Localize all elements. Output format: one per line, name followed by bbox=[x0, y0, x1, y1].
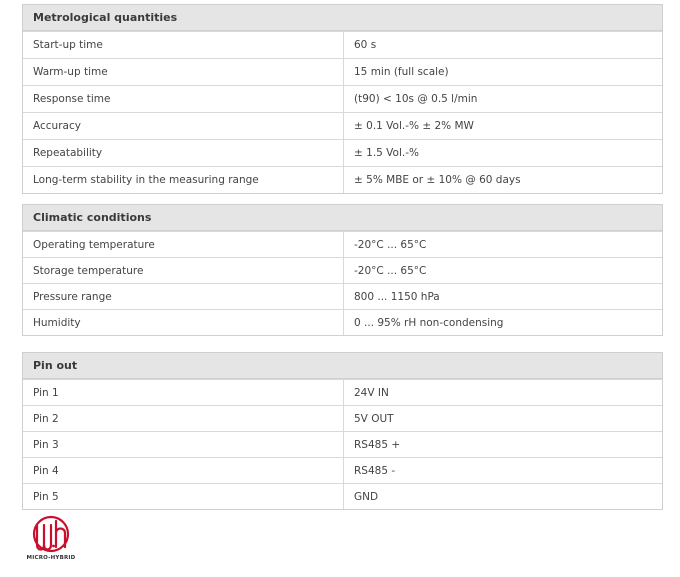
row-value: 800 ... 1150 hPa bbox=[354, 290, 440, 303]
row-label: Accuracy bbox=[23, 113, 344, 139]
section-title: Metrological quantities bbox=[23, 5, 662, 31]
table-row bbox=[23, 483, 662, 509]
row-value: -20°C ... 65°C bbox=[354, 238, 427, 251]
table-row bbox=[23, 31, 662, 58]
pin-out-table bbox=[22, 352, 663, 510]
logo-text: MICRO-HYBRID bbox=[26, 555, 76, 561]
table-row bbox=[23, 431, 662, 457]
row-value: 60 s bbox=[354, 39, 377, 51]
table-row bbox=[23, 379, 662, 405]
row-label: Long-term stability in the measuring range bbox=[23, 167, 344, 193]
row-label: Warm-up time bbox=[23, 59, 344, 85]
climatic-conditions-table bbox=[22, 204, 663, 336]
row-value: RS485 - bbox=[354, 464, 396, 477]
row-value: 0 ... 95% rH non-condensing bbox=[354, 316, 504, 329]
row-value: ± 1.5 Vol.-% bbox=[354, 147, 419, 159]
row-label: Humidity bbox=[23, 310, 344, 335]
row-value: GND bbox=[354, 490, 379, 503]
row-label: Pin 1 bbox=[23, 380, 344, 405]
table-row bbox=[23, 231, 662, 257]
row-value: (t90) < 10s @ 0.5 l/min bbox=[354, 93, 478, 105]
row-label: Pin 4 bbox=[23, 458, 344, 483]
row-value: -20°C ... 65°C bbox=[354, 264, 427, 277]
table-row bbox=[23, 112, 662, 139]
metrological-quantities-table bbox=[22, 4, 663, 194]
table-row bbox=[23, 58, 662, 85]
table-row bbox=[23, 85, 662, 112]
section-title: Climatic conditions bbox=[23, 205, 662, 231]
row-value: 15 min (full scale) bbox=[354, 66, 449, 78]
row-value: RS485 + bbox=[354, 438, 401, 451]
row-label: Pressure range bbox=[23, 284, 344, 309]
row-label: Operating temperature bbox=[23, 232, 344, 257]
table-row bbox=[23, 457, 662, 483]
row-value: 5V OUT bbox=[354, 412, 394, 425]
row-value: ± 0.1 Vol.-% ± 2% MW bbox=[354, 120, 474, 132]
row-label: Pin 3 bbox=[23, 432, 344, 457]
row-label: Pin 5 bbox=[23, 484, 344, 509]
row-label: Response time bbox=[23, 86, 344, 112]
table-row bbox=[23, 283, 662, 309]
row-label: Repeatability bbox=[23, 140, 344, 166]
table-row bbox=[23, 309, 662, 335]
row-value: ± 5% MBE or ± 10% @ 60 days bbox=[354, 174, 521, 186]
table-row bbox=[23, 139, 662, 166]
section-title: Pin out bbox=[23, 353, 662, 379]
row-value: 24V IN bbox=[354, 386, 389, 399]
table-row bbox=[23, 257, 662, 283]
row-label: Pin 2 bbox=[23, 406, 344, 431]
table-row bbox=[23, 166, 662, 193]
row-label: Start-up time bbox=[23, 32, 344, 58]
row-label: Storage temperature bbox=[23, 258, 344, 283]
table-row bbox=[23, 405, 662, 431]
